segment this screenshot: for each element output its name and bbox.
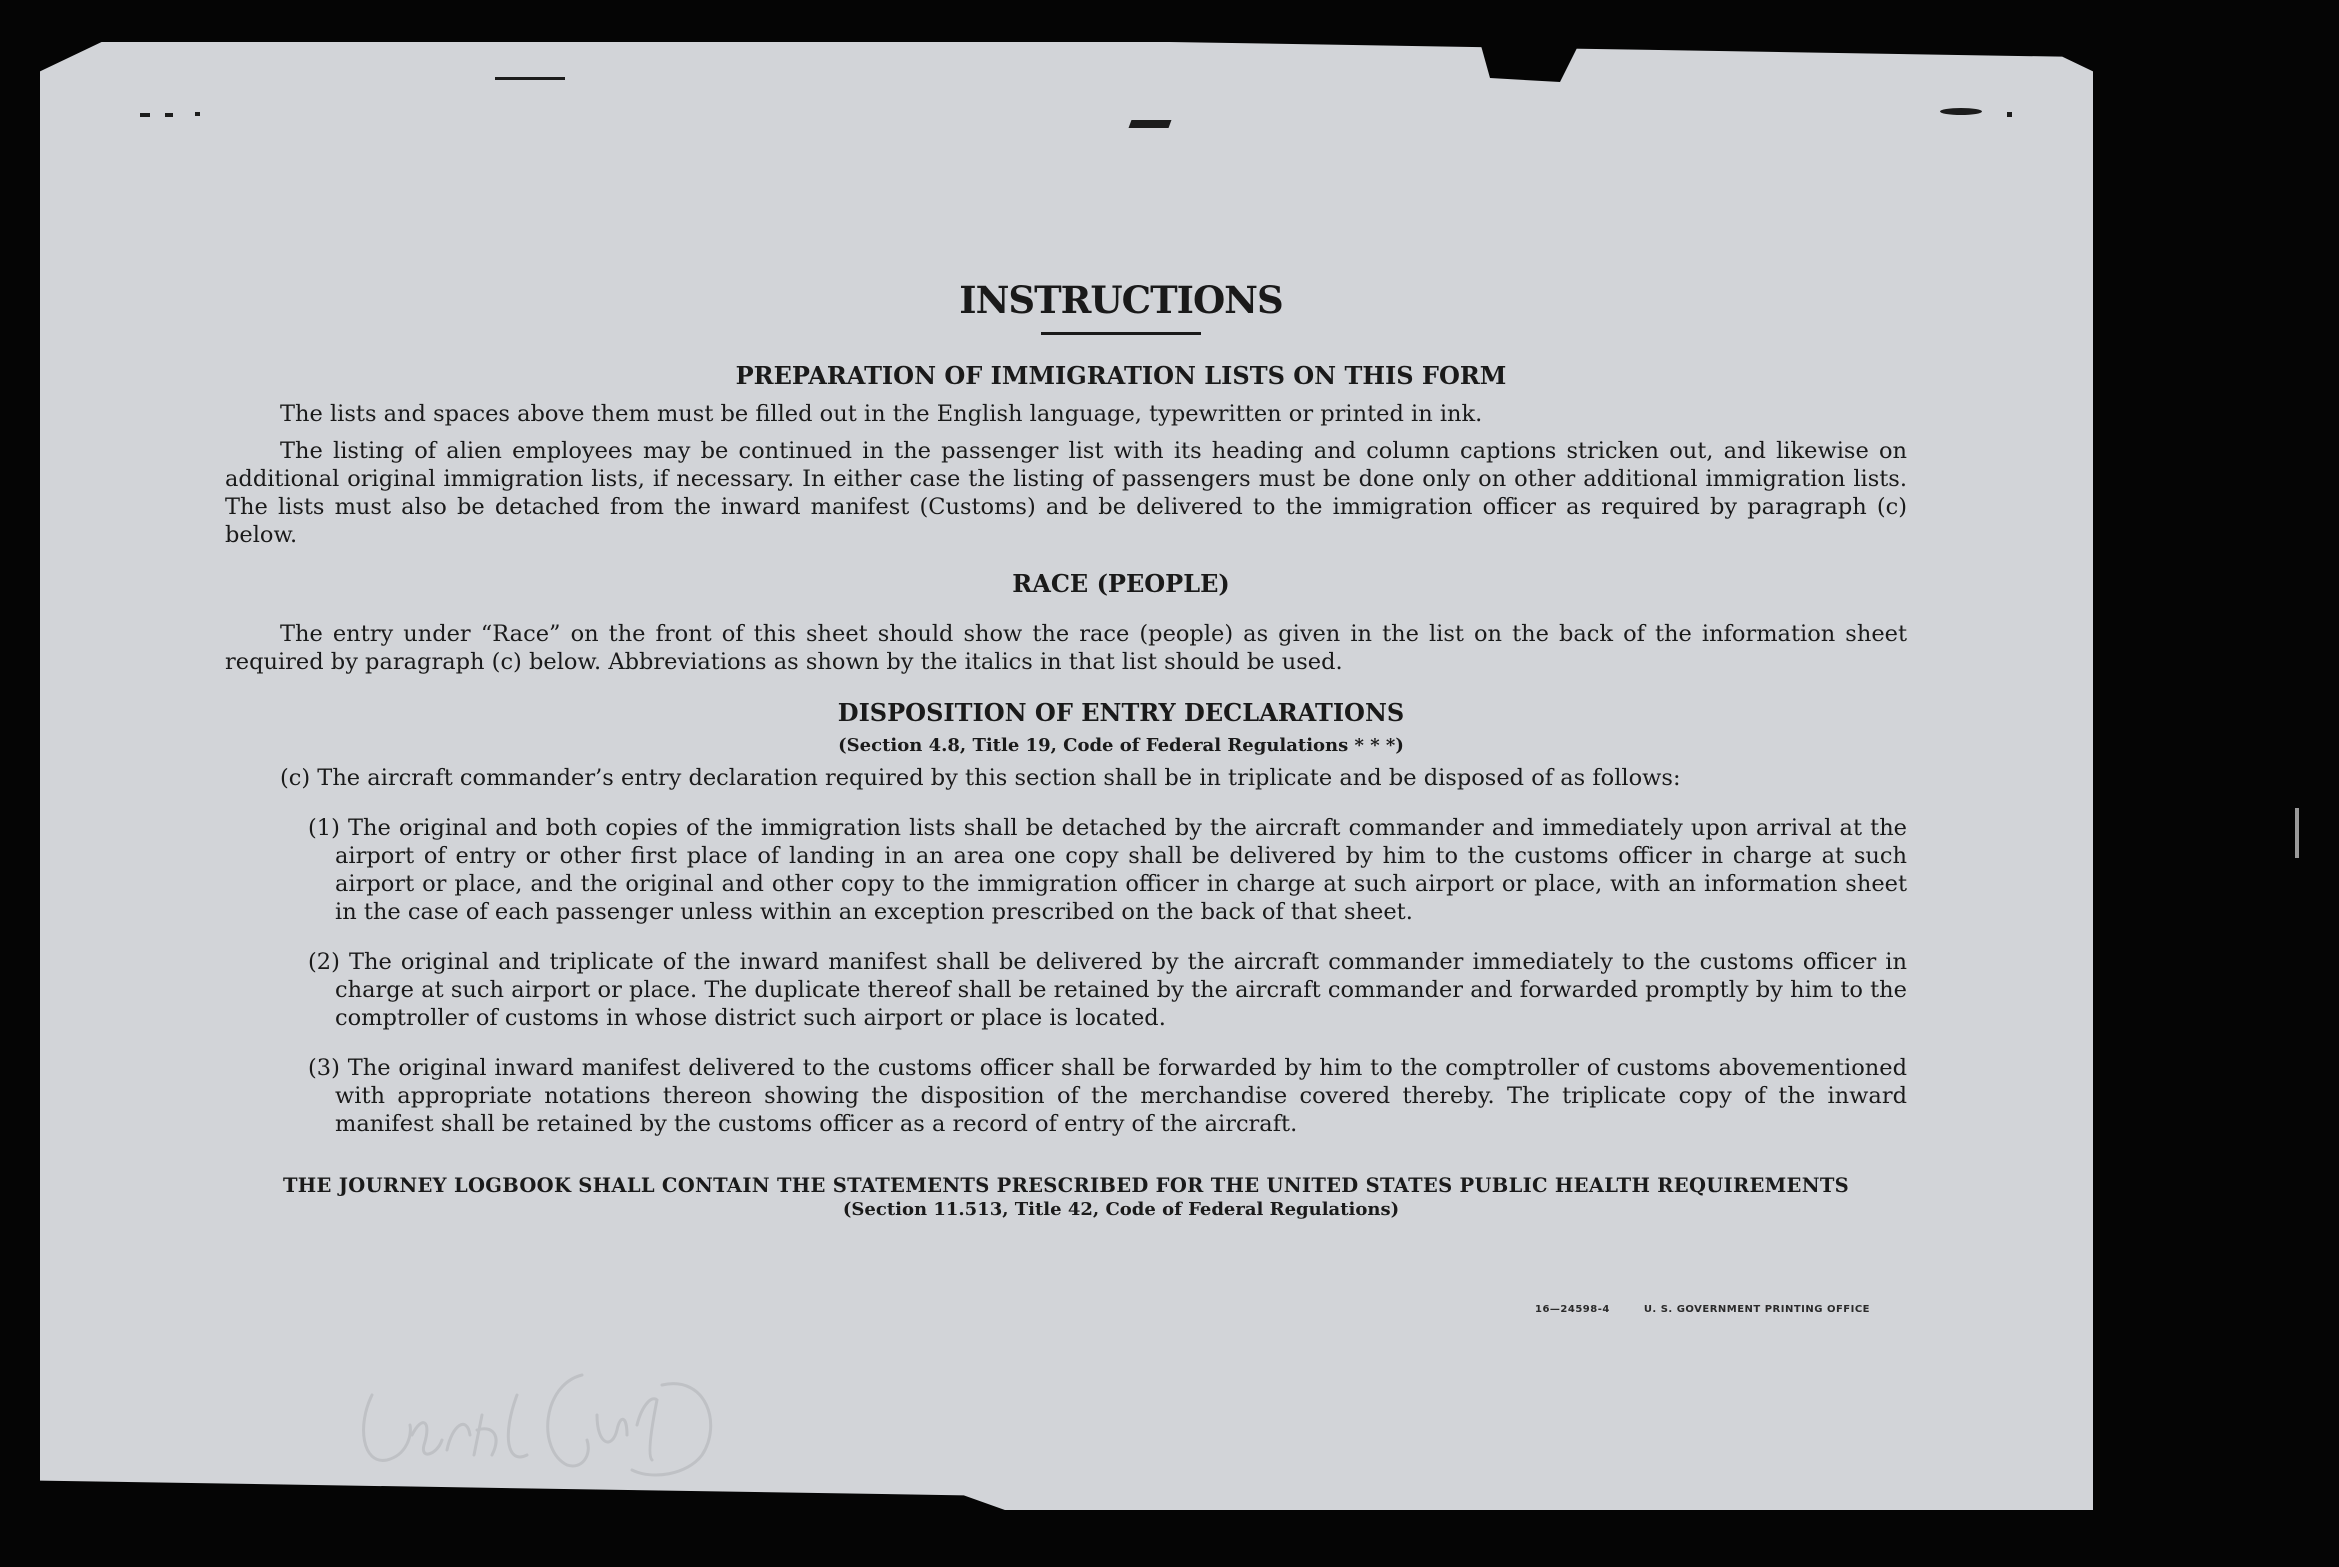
speck xyxy=(195,112,200,116)
disposition-item-1: (1) The original and both copies of the immigration lists shall be detached by the aircraft commander and immediately upon arrival at the airport of entry or other first place of landing in an area one copy shall be delivered by him to the customs officer in charge at such airport or place, and the original and other copy to the immigration officer in charge at such airport or place, with an information sheet in the case of each passenger unless within an exception prescribed on the back of that sheet. xyxy=(308,815,1907,925)
speck xyxy=(495,77,565,80)
speck xyxy=(2295,808,2299,858)
preparation-paragraph-2: The listing of alien employees may be continued in the passenger list with its heading and column captions stricken out, and likewise on additional original immigration lists, if necessary. In either case the listing of passengers must be done only on other additional immigration lists. The lists must also be detached from the inward manifest (Customs) and be delivered to the immigration officer as required by paragraph (c) below. xyxy=(225,438,1907,548)
disposition-citation: (Section 4.8, Title 19, Code of Federal Regulations * * *) xyxy=(838,735,1404,756)
page-title: INSTRUCTIONS xyxy=(959,278,1283,322)
race-heading: RACE (PEOPLE) xyxy=(1012,569,1230,598)
disposition-heading: DISPOSITION OF ENTRY DECLARATIONS xyxy=(837,698,1405,727)
disposition-lead: (c) The aircraft commander’s entry declaration required by this section shall be in triplicate and be disposed of as follows: xyxy=(280,765,1681,791)
disposition-item-2: (2) The original and triplicate of the inward manifest shall be delivered by the aircraft commander immediately to the customs officer in charge at such airport or place. The duplicate thereof shall be retained by the aircraft commander and forwarded promptly by him to the comptroller of customs in whose district such airport or place is located. xyxy=(308,949,1907,1031)
logbook-statement: THE JOURNEY LOGBOOK SHALL CONTAIN THE STATEMENTS PRESCRIBED FOR THE UNITED STATES PUBLIC HEALTH REQUIREMENTS xyxy=(282,1174,1850,1197)
preparation-paragraph-1: The lists and spaces above them must be filled out in the English language, typewritten or printed in ink. xyxy=(280,401,1483,427)
speck xyxy=(140,113,150,117)
printer-name: U. S. GOVERNMENT PRINTING OFFICE xyxy=(1643,1304,1871,1315)
speck xyxy=(2007,112,2012,117)
print-code: 16—24598-4 xyxy=(1535,1304,1610,1315)
speck xyxy=(1129,120,1172,128)
handwritten-signature xyxy=(352,1355,732,1485)
speck xyxy=(1940,108,1982,115)
printing-imprint xyxy=(1535,1304,1870,1315)
speck xyxy=(165,113,173,117)
logbook-citation: (Section 11.513, Title 42, Code of Federal Regulations) xyxy=(842,1199,1400,1220)
race-paragraph: The entry under “Race” on the front of this sheet should show the race (people) as given in the list on the back of the information sheet required by paragraph (c) below. Abbreviations as shown by the italics in that list should be used. xyxy=(225,621,1907,675)
disposition-item-3: (3) The original inward manifest delivered to the customs officer shall be forwarded by him to the comptroller of customs abovementioned with appropriate notations thereon showing the disposition of the merchandise covered thereby. The triplicate copy of the inward manifest shall be retained by the customs officer as a record of entry of the aircraft. xyxy=(308,1055,1907,1137)
instructions-body xyxy=(225,250,1907,1220)
title-underline xyxy=(1041,332,1201,335)
preparation-heading: PREPARATION OF IMMIGRATION LISTS ON THIS FORM xyxy=(735,361,1507,390)
